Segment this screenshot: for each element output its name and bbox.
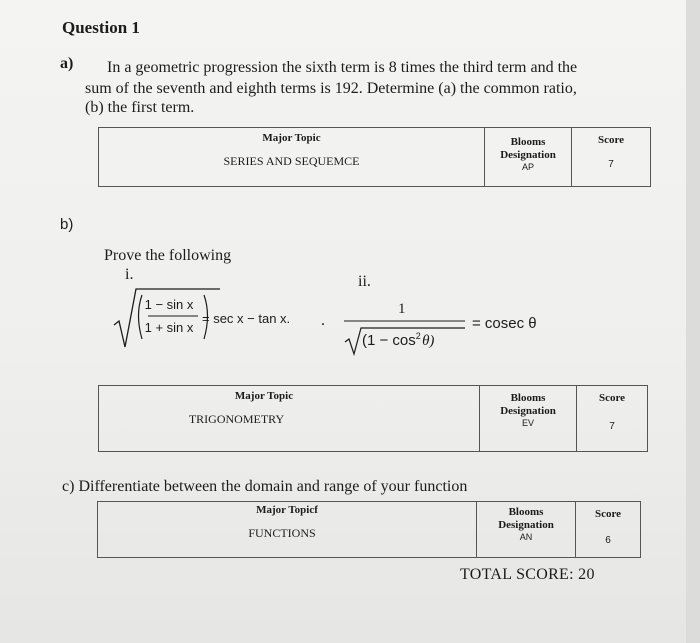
blooms-label-2: Designation [500,405,556,417]
score-cell [577,386,648,452]
score-value: 7 [609,421,615,432]
eq2-rhs: = cosec θ [472,315,537,332]
eq2-denominator [362,331,434,350]
blooms-label-1: Blooms [508,506,544,518]
eq2-numerator: 1 [398,301,406,317]
part-c-label: c) [62,478,75,495]
part-b-label: b) [60,216,74,233]
part-a-info-table [98,127,651,187]
blooms-value: AP [521,162,534,172]
score-cell [572,128,651,187]
eq2-denominator-main: (1 − cos [362,332,416,349]
eq2-denominator-tail: θ) [422,333,435,349]
score-value: 6 [605,535,611,546]
page-edge-shadow [686,0,700,643]
blooms-label-2: Designation [498,519,554,531]
score-label: Score [597,134,625,146]
part-c-text: Differentiate between the domain and range of your function [78,478,468,495]
major-topic-cell [99,386,480,452]
blooms-cell [477,502,576,558]
major-topic-cell [98,502,477,558]
part-c-question [62,476,467,498]
blooms-cell [480,386,577,452]
blooms-label-1: Blooms [510,392,546,404]
blooms-value: EV [521,418,534,428]
major-topic-value: FUNCTIONS [248,526,316,540]
part-a-line-2: sum of the seventh and eighth terms is 192. Determine (a) the common ratio, [85,80,577,97]
eq1-denominator: 1 + sin x [144,320,194,335]
blooms-cell [485,128,572,187]
major-topic-cell [99,128,485,187]
major-topic-value: SERIES AND SEQUEMCE [223,154,360,168]
score-value: 7 [608,159,614,170]
eq1-numerator: 1 − sin x [144,297,194,312]
part-b-info-table [98,385,648,452]
eq2-denominator-exponent: 2 [415,331,421,341]
eq1-rhs: = sec x − tan x. [202,311,291,326]
total-score: TOTAL SCORE: 20 [460,566,595,583]
blooms-value: AN [519,532,533,542]
score-label: Score [594,508,622,520]
question-title: Question 1 [62,18,140,37]
blooms-label-2: Designation [500,149,556,161]
score-label: Score [598,392,626,404]
part-a-line-1: In a geometric progression the sixth term is 8 times the third term and the [107,59,578,76]
major-topic-label: Major Topicf [256,504,318,516]
part-a-label: a) [60,55,74,72]
major-topic-label: Major Topic [262,132,321,144]
item-i-label: i. [125,266,134,283]
score-cell [576,502,641,558]
major-topic-value: TRIGONOMETRY [188,412,285,426]
blooms-label-1: Blooms [510,136,546,148]
part-b-prompt: Prove the following [104,247,232,264]
major-topic-label: Major Topic [234,390,294,402]
item-ii-label: ii. [358,273,371,290]
part-a-line-3: (b) the first term. [85,99,195,116]
part-c-info-table [97,501,641,558]
equation-separator: . [321,312,325,329]
